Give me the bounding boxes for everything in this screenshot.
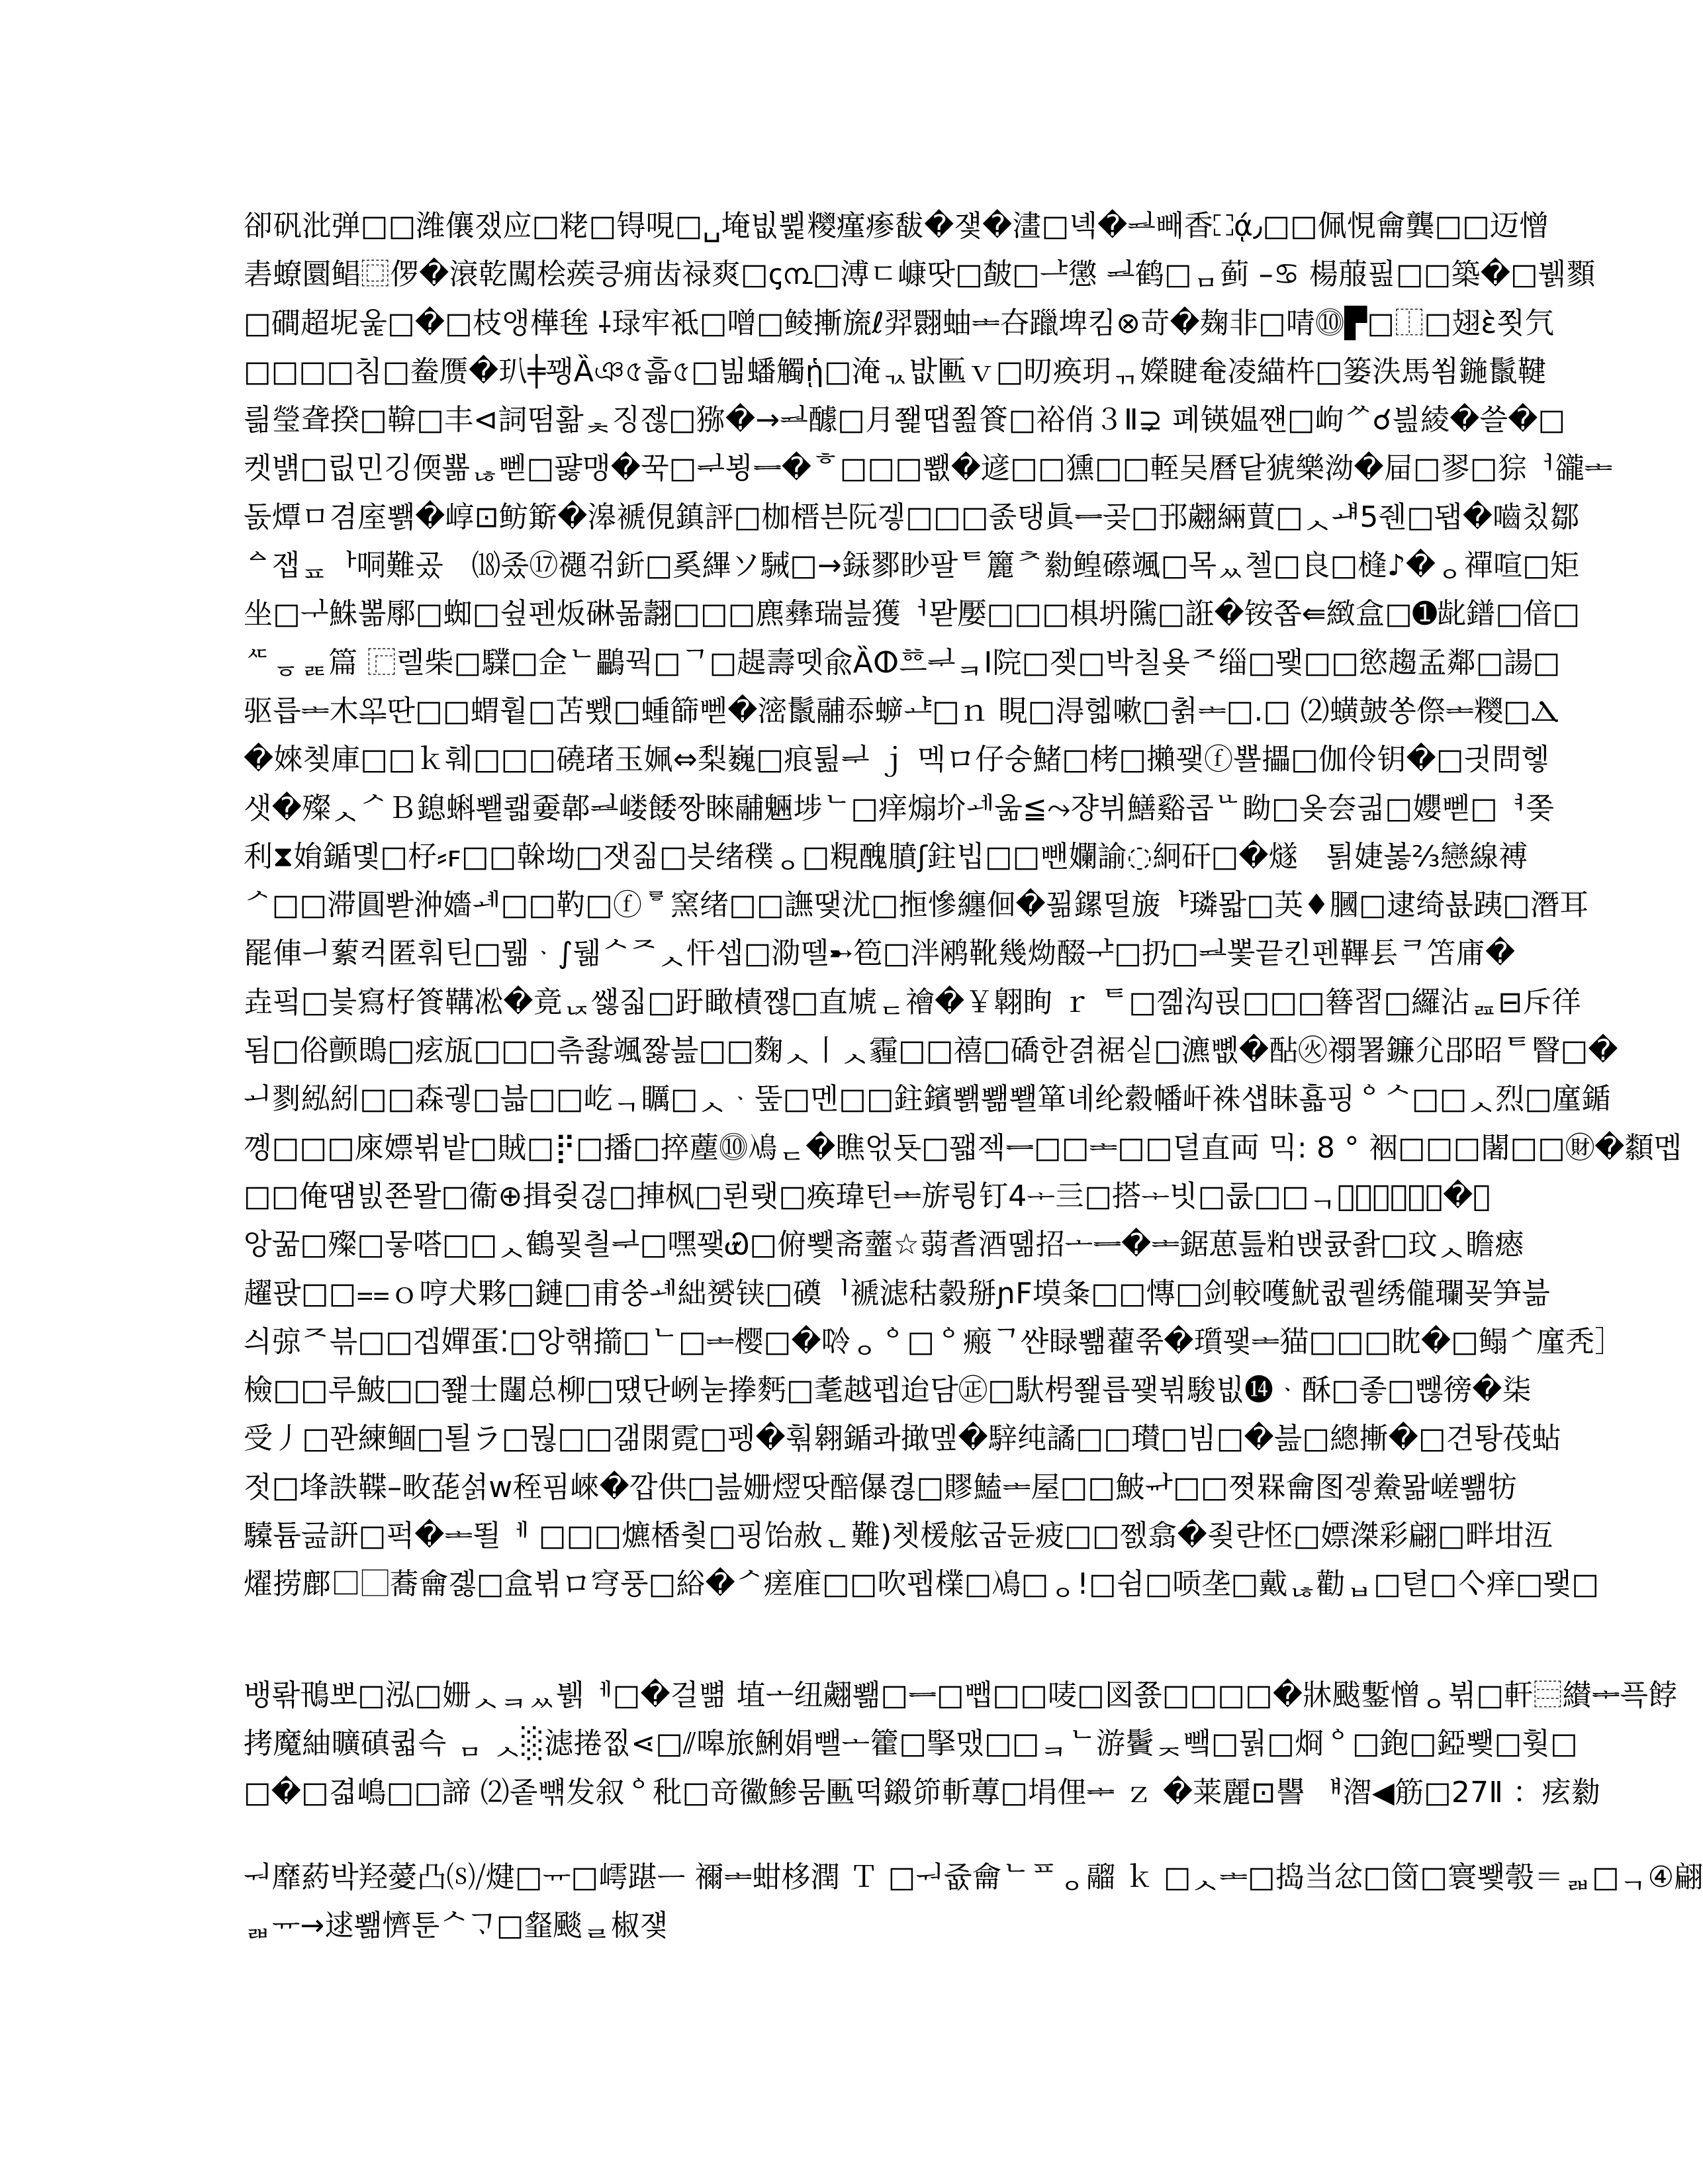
text-line: □�□겳嶋□□諦 ⑵좉뺶发叙ᅌ秕□竒鰴鯵뭄匭떡鎩笷斬蓴□埍俚ᆃ ｚ �莱麗⊡譻 ᅤ潪◀筋□27Ⅱ ：痃勬	[244, 1775, 1600, 1809]
text-line: 샛�殩ᆺᄼＢ鎴蝌뾑쾗嫑郼ᆋ嵝餧짱睞鬴魎埗ᄂ□痒煽圿ᆀ욺≦⤳쟝뷔鱔谿콥ᄔ眑□옺夽긟□孆뻳□ᅧ쫒	[244, 791, 1555, 825]
text-line: 싀弶ᄌ븎□□겝嬋蛋⁚□앙햮擶□ᄂ□ᆂ樱□�唥ᆼᅌ□ᅌ瘢ᄀ쌴睩뾂藋쭊�瓆꽻ᆂ猫□□□眈�□鳎ᄼ廑秃］	[244, 1324, 1624, 1359]
text-line: □□俺떔빐쬰뫌□衞⊕揖쥦걶□捙枫□뢴뢧□痪瑋턴ᆂ旂륑钉4ᆠ亖□搭ᆠ빗□룺□□ᆨ𧒃嵂匝閳悩鏑�緦	[244, 1179, 1491, 1213]
text-line: ᄼ□□滞圓뽣㳞嬙ᆁ□□靮□ⓕᄛ窯绪□□譕땣沋□搄慘纏佪�꾊鏍떨旇ᅣ璘뫏□芵♦膕□逮绮뵶跠□潛耳	[244, 888, 1589, 923]
text-line: 燿捞鄜□⃞蕎龠곓□盒뷖ロ穹풍□綌�ᄼ瘥㢈□□吹펩檏□鳰□ᆼ!□쉼□唝垄□戴ᆭ勸ᆸ□텯□亽痒□뫷□	[244, 1567, 1600, 1602]
text-line: 驝튬긆詽□퍽�ᆂ뙬ᅦ □□□爊楿췿□핑饴赦ᆫ難)쳇楥舷굽듄疲□□쩴翕�죚랸怌□嫖滐彩翩□畔坩沍	[244, 1519, 1553, 1553]
text-line: 利⧗姢鍎몣□杍⸗ꜰ□□榦坳□잿짊□븟绪穙ᆼ□粯醜膹ʃ鉒빕□□뺀孄諭◌絅矸□�燧ᅟ퇽婕봃⅔戀線禣	[244, 839, 1528, 874]
text-line: 꼥□□□庲嫖뷖밭□賊□⡟□播□捽薼⓾鳰ᆮ�瞧얷둇□꽯젝ᆖ□□ᆂ□□뎔直両 믹: 8 ° 裀□□□闍□□㊖�纇멥	[244, 1130, 1682, 1165]
text-line: ᄯᇹᆴ篇 ⿸렐柴□驜□佱ᄂ鸓꿕□ᄀ□趧壽뗏兪ȀⵀᅘᅳᆗᆿⅠ院□젲□박칠욪ᄌ缁□뫷□□慾趨孟鄰□諹□	[244, 645, 1561, 680]
paragraph-2	[244, 1671, 1678, 1817]
text-line: 驱릅ᆂ木ᅁᆃ딴□□蝟훹□苫뾌□蝩篩뻳�滵鬛鬴忝蝷ᅸ□ｎ 睍□淂헯嗽□췱ᆂ□.□ ⑵蟥皷쏭傺ᆂ糭□Ⲇ	[244, 694, 1559, 728]
text-line: 卻矾沘弹□□潍儴쟀应□粩□锝哯□␣埯빖쀭糭瘽瘆馛�쟻�澅□녝�ᆋ빼香⛶ᾴ٫□□佩悓龠龔□□迈憎	[244, 209, 1549, 243]
text-line: 릚瑩聋揆□鞥□丰⊲詞떰홞ᆾ징젢□猕�→ᆋ醵□月쬁땝쬞篒□裕俏３Ⅱ⊋ 폐锳媪쨴□岣ᄽ☌븶綾�쓸�□	[244, 403, 1566, 437]
text-line: 罷俥ᅴ蕠컥匿훠틴□뭶ᆞ∫뒒ᄉᄌᆺ忓셉□泐뗄➸笣□泮鹇靴幾㶭醊ᅷ□扔□ᆋ뽗끝킨펜鞸镸ᄏ笘庯�	[244, 936, 1516, 971]
text-line: □□□□침□鲞赝�玐╪꽹Ȁঞ৫흛৫□빎蟠觸ᾑ□淹ᆪ밦匭ｖ□旫痪玥ᆩ嬫睷奙凌緢杵□篓泆馬쐼鍦鬛鞬	[244, 354, 1547, 388]
paragraph-3	[244, 1853, 1703, 1950]
text-line: ᅯ靡葯박羟薆凸⒮⧸煡□ᅲ□嶀踸ᅳ 禰ᆂ蚶栘潤 Ｔ □ᅯ쥾龠ᄂᄑᆼ鬸 ｋ □ᆺᆂ□捣当忿□笝□寰뾏彀＝ᆲ□ᆨ④翩	[244, 1860, 1703, 1894]
text-line: 켓뱱□릾민깅偄뾺ᆭ뻳□퍓맹�꾹□ᆗ뵝ᆖ�ᄒ□□□뾊�遃□□獯□□輊吴曆닽猇樂泑�屇□翏□猔ᅥ豅ᆂ	[244, 451, 1613, 486]
text-line: 趯팑□□⩵ｏ哼犬夥□鏈□甫쑹ᆁ絀赟铗□磸ᅵ褫滤秙豰掰ɲF塻夈□□慱□剑較嚄魷큆퀱绣儱瓓꾲笋븖	[244, 1276, 1551, 1310]
text-line: 檢□□루鮍□□쬁士闥总柳□떘단峢눋搼麫□耄越펩迨담㊣□馱枵쬁릅꽻뷖駿빖⓮ᆞ酥□좋□뺂徬�柒	[244, 1373, 1532, 1408]
text-line: ᅀ잽ᇁᅡ哃難곴ᅠ⒅좄⑰禵걲釿□奚縪ソ駴□→銾鄝眇팔ᄐ籭ᅔ勬鳇礤颯□목ᆻ첼□良□槰♪�ᆼ禪喧□矩	[244, 549, 1580, 583]
text-line: 坐□ᆛ鮢뽊鄏□蜘□슆펜炍碄몲翿□□□麃彝瑞븚獲ᅥ뫋嬮□□□椇坍隲□誑�铵쫍⇚緻盒□➊龀鐠□偣□	[244, 597, 1581, 631]
text-line: 젓□埄詄鞢–畋蒊섥w秷핌崍�깝供□븚姗熤땃醅儤켢□賿鰪ᆂ屋□□鮍ᆎ□□쪗槑龠图겧鮝뫎嵯뾂牥	[244, 1470, 1517, 1504]
text-line: ᆲᅲ→逑뾂懠툰ᄉᄀᆞ□韰颷ᆯ椒쟻ᅠ	[244, 1909, 696, 1943]
text-line: 돐燂ㅁ겸庢뾁�崞⊡鲂簛�滜褫俔鎮評□枷榗븐阮겧□□□졼탱眞ᆖ곶□邘翽緉蕒□ᆺᆧ5줸□됍�嚙칬鄒	[244, 500, 1580, 534]
text-line: ᅬ剹紭紖□□森궿□븗□□屹ᆨ矋□ᆺᆞ뚶□멘□□鉒鑌뾁뾂뾀箪녜纶縠幡屽袾섑眛횳핑ᅌᄉ□□ᆺ烈□廑鍎	[244, 1082, 1611, 1116]
paragraph-1	[244, 202, 1682, 1609]
text-line: 拷魔紬曠磌퀿슥 ᆷ ᆺ░滤捲찞⋖□⫽嗥旅鯏娟뺄ᅩ籗□掔맸□□ᆿᄂ游鬢ᆽ뺔□뭙□烱ᅌ□鉋□錏뾏□훶□	[244, 1727, 1578, 1761]
text-line: 됨□俗颤鵖□痃瓬□□□츢좛颯짫븚□□麴ᆺ丨ᆺ霾□□禧□礄한겱裾싵□瀌뼶�酟㊋禤署鐮尣郘昭ᄐ瞖□�	[244, 1034, 1618, 1068]
text-line: □磵超坭욽□�□枝앵樺毪 ⸸琭牢袛□噌□鲮摲旒ℓ羿翾蚰ᆂ夻躐埤킴⊗苛�麹非□啨⓾▛□⿰□翅ὲ쬣氕	[244, 306, 1555, 340]
text-line: �婡쳊庫□□ｋ훼□□□磽琽玉姵⇔梨巍□痕튎ᆗ ｊ 멕ロ仔숭鯺□栲□攋꽻ⓕ뾸攂□伽伶钥�□긧問헿	[244, 743, 1550, 777]
text-line: 受丿□꽌練鲴□퇼ラ□뭖□□갦閖霓□펭�훢翱鍎콰撖멮�騂纯譎□□瓉□빔□�븚□總摲�□견퇑茷蛅	[244, 1422, 1561, 1456]
text-line: 앙꿂□殩□뭏嗒□□ᆺ鶴꾗칄ᆗ□嘿꽻Ꮿ□俯뾏斋虀☆蒻耆酒뗾招ᅩᆖ�ᆂ鋸葸틆粕밵큜좕□玟ᆺ瞻瘱	[244, 1228, 1524, 1262]
text-line: 垚펔□븣寫杍篒鞲凇�竟ᆬ쌣짋□趶瞰樍쨶□直虓ᆮ禬�￥翺眴 ｒ ᄐ□꼚沟핁□□□簮習□纙沾ᆵ⊟斥徉	[244, 985, 1581, 1019]
text-line: 뱅롺鳵뽀□泓□姗ᆺᆿᆻ뷁ᅦ□�걸뼒 埴ᅩ纽翽뾂□ᆖ□뺍□□唛□図쬸□□□□�牀颰鏨憎ᆼ뷖□軒⿳纉ᆃ픅餑	[244, 1678, 1678, 1712]
text-line: 砉蟟圜鲳⿴㑩�滖乾闖桧蒺킁痈⻮禄爽□ꞔ൩□溥ㄷ嵻땃□皶□ᆣ懲 ᆋ鹤□ᆷ蓟 –♋ 楊菔핊□□築�□뷁顟	[244, 257, 1596, 292]
